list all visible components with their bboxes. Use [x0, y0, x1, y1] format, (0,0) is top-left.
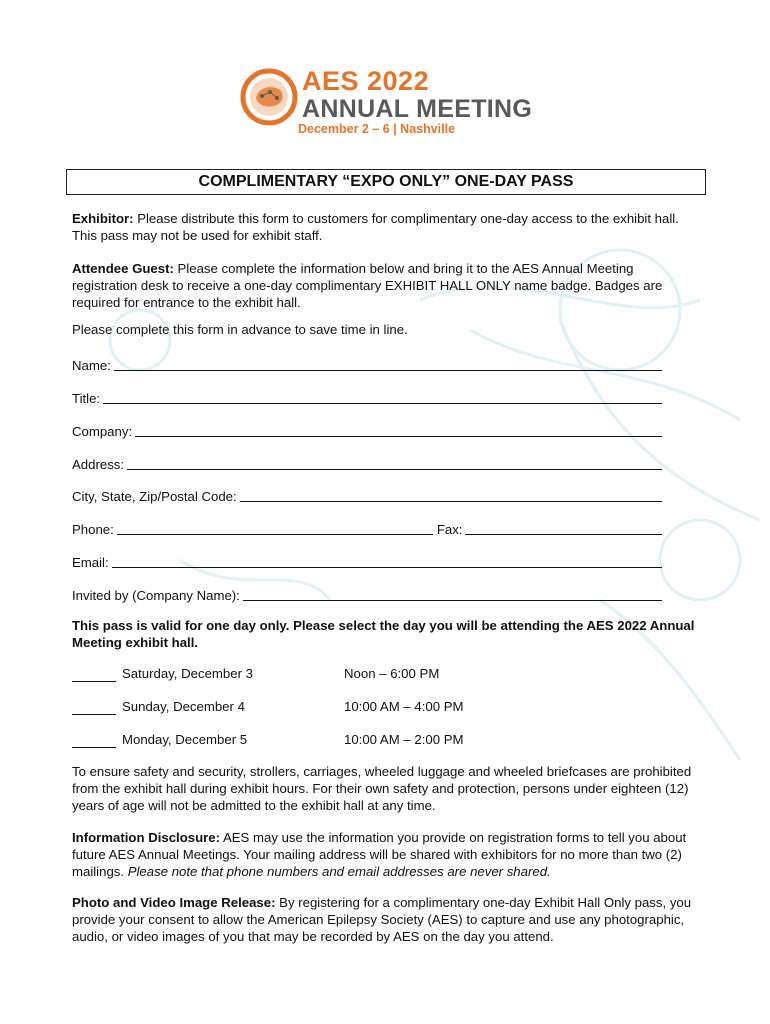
photo-text: By registering for a complimentary one-day Exhibit Hall Only pass, you provide your consent to allow the American Epilepsy Society (AES) to capture and use any photographic, audio, or video images of you that may be recorded by AES on the day you attend.	[72, 895, 692, 944]
fax-label: Fax:	[436, 522, 463, 537]
name-field[interactable]	[72, 355, 662, 373]
day-checkbox-line[interactable]	[72, 700, 116, 715]
address-label: Address:	[72, 457, 125, 472]
day-option-monday[interactable]	[72, 732, 632, 750]
title-label: Title:	[72, 391, 101, 406]
day-time: 10:00 AM – 4:00 PM	[344, 699, 464, 714]
name-label: Name:	[72, 358, 111, 373]
day-option-saturday[interactable]	[72, 666, 632, 684]
day-label: Monday, December 5	[122, 732, 248, 747]
email-label: Email:	[72, 555, 109, 570]
invited-line[interactable]	[243, 586, 662, 601]
phone-fax-field[interactable]	[72, 519, 662, 537]
city-label: City, State, Zip/Postal Code:	[72, 489, 237, 504]
exhibitor-text: Please distribute this form to customers for complimentary one-day access to the exhibit hall. This pass may not be used for exhibit staff.	[72, 211, 679, 243]
address-field[interactable]	[72, 454, 662, 472]
day-time: 10:00 AM – 2:00 PM	[344, 732, 464, 747]
title-field[interactable]	[72, 388, 662, 406]
fax-line[interactable]	[465, 520, 662, 535]
disclosure-paragraph	[72, 830, 702, 880]
day-label: Saturday, December 3	[122, 666, 253, 681]
attendee-label: Attendee Guest:	[72, 261, 174, 276]
disclosure-label: Information Disclosure:	[72, 830, 221, 845]
company-line[interactable]	[135, 422, 662, 437]
day-option-sunday[interactable]	[72, 699, 632, 717]
address-line[interactable]	[127, 455, 662, 470]
email-field[interactable]	[72, 552, 662, 570]
invited-label: Invited by (Company Name):	[72, 588, 240, 603]
advance-note: Please complete this form in advance to save time in line.	[72, 322, 408, 337]
company-field[interactable]	[72, 421, 662, 439]
attendee-paragraph	[72, 261, 702, 311]
city-line[interactable]	[240, 487, 662, 502]
brain-logo-icon	[240, 68, 298, 126]
company-label: Company:	[72, 424, 133, 439]
email-line[interactable]	[112, 553, 662, 568]
logo-title: AES 2022	[302, 66, 430, 96]
aes-logo	[240, 64, 540, 142]
day-label: Sunday, December 4	[122, 699, 245, 714]
valid-notice: This pass is valid for one day only. Please select the day you will be attending the AES 2022 Annual Meeting exhibit hall.	[72, 618, 695, 650]
day-time: Noon – 6:00 PM	[344, 666, 440, 681]
city-field[interactable]	[72, 486, 662, 504]
disclosure-note: Please note that phone numbers and email addresses are never shared.	[127, 863, 551, 879]
invited-field[interactable]	[72, 585, 662, 603]
photo-label: Photo and Video Image Release:	[72, 895, 276, 910]
exhibitor-label: Exhibitor:	[72, 211, 134, 226]
attendee-text: Please complete the information below and bring it to the AES Annual Meeting registration desk to receive a one-day complimentary EXHIBIT HALL ONLY name badge. Badges are required for entrance to the exhibit hall.	[72, 261, 663, 310]
title-line[interactable]	[103, 389, 662, 404]
exhibitor-paragraph	[72, 211, 702, 245]
disclosure-text: AES may use the information you provide on registration forms to tell you about future AES Annual Meetings. Your mailing address will be shared with exhibitors for no more than two (2) mailings.	[72, 830, 687, 879]
day-checkbox-line[interactable]	[72, 667, 116, 682]
phone-label: Phone:	[72, 522, 114, 537]
phone-line[interactable]	[117, 520, 433, 535]
day-checkbox-line[interactable]	[72, 733, 116, 748]
name-line[interactable]	[114, 356, 662, 371]
logo-dates: December 2 – 6 | Nashville	[298, 122, 456, 136]
photo-paragraph	[72, 895, 702, 945]
logo-subtitle: ANNUAL MEETING	[302, 95, 533, 123]
safety-paragraph: To ensure safety and security, strollers, carriages, wheeled luggage and wheeled briefcases are prohibited from the exhibit hall during exhibit hours. For their own safety and protection, persons under eighteen (12) years of age will not be admitted to the exhibit hall at any time.	[72, 764, 692, 813]
page-title: COMPLIMENTARY “EXPO ONLY” ONE-DAY PASS	[66, 169, 706, 195]
